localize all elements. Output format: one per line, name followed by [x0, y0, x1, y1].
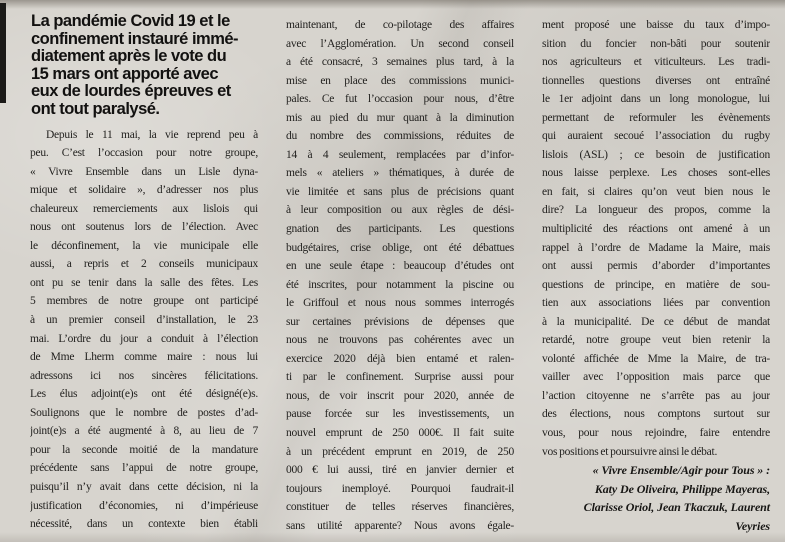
text-line: maintenant, de co-pilotage des affaires	[286, 19, 514, 31]
text-line: pause forcée sur les investissements, un	[286, 408, 514, 421]
text-line: permettant de reformuler les évènements	[542, 111, 770, 124]
text-line: pour la seconde moitié de la mandature	[30, 443, 258, 456]
text-line: Depuis le 11 mai, la vie reprend peu à	[46, 128, 258, 141]
text-line: a été consacré, 3 semaines plus tard, à la	[286, 56, 514, 69]
text-line: le 1er adjoint dans un long monologue, lui	[542, 93, 770, 106]
text-line: ont tout paralysé.	[31, 99, 160, 118]
text-line: des élections, nous comptons surtout sur	[542, 408, 770, 421]
text-line: lislois (ASL) ; ce besoin de justification	[542, 148, 770, 161]
text-line: nous, de voir inscrit pour 2020, année de	[286, 389, 514, 402]
column-2	[286, 0, 514, 542]
text-line: gnation des participants. Les questions	[286, 223, 514, 236]
text-line: volonté affichée de Mme la Maire, de tra-	[542, 352, 770, 365]
text-line: « Vivre Ensemble dans un Lisle dyna-	[30, 165, 258, 178]
text-line: ment proposé une baisse du taux d’impo-	[542, 19, 770, 31]
text-line: nos agriculteurs et viticulteurs. Les tradi-	[542, 56, 770, 69]
text-line: Les élus adjoint(e)s ont été désigné(e)s.	[30, 388, 258, 401]
text-line: vailler avec l’opposition mais parce que	[542, 371, 770, 384]
text-line: aussi, a repris et 2 conseils municipaux	[30, 258, 258, 271]
text-line: La pandémie Covid 19 et le	[31, 12, 230, 30]
text-line: adressons ici nos sincères félicitations.	[30, 369, 258, 382]
text-line: à un précédent emprunt en 2019, de 250	[286, 445, 514, 458]
text-line: nécessité, dans un contexte bien établi	[30, 518, 258, 531]
text-line: qui auraient secoué l’association du rugby	[542, 130, 770, 143]
text-line: sur certaines prévisions de dépenses que	[286, 315, 514, 328]
signature-block	[542, 461, 770, 535]
text-line: 000 € lui aussi, tiré en janvier dernier et	[286, 464, 514, 477]
column-2-text	[286, 0, 514, 535]
text-line: à leur composition ou aux règles de dési-	[286, 204, 514, 217]
text-line: retardé, notre groupe veut bien retenir la	[542, 334, 770, 347]
text-line: nous ne trouvons pas cohérentes avec un	[286, 334, 514, 347]
text-line: mels « ateliers » thématiques, à durée de	[286, 167, 514, 180]
text-line: mis au pied du mur quant à la diminution	[286, 111, 514, 124]
scan-artifact-bar	[0, 3, 6, 103]
text-line: dire? La longueur des propos, comme la	[542, 204, 770, 217]
text-line: pales. Ce fut l’occasion pour nous, d’être	[286, 93, 514, 106]
text-line: budgétaires, crise oblige, ont été débattues	[286, 241, 514, 254]
text-line: vous, pour nous rejoindre, faire entendre	[542, 427, 770, 440]
text-line: Clarisse Oriol, Jean Tkaczuk, Laurent	[583, 500, 770, 515]
text-line: « Vivre Ensemble/Agir pour Tous » :	[592, 463, 770, 478]
text-line: constituer de telles réserves financières,	[286, 501, 514, 514]
text-line: vos positions et poursuivre ainsi le débat.	[542, 445, 718, 458]
text-line: vie limitée et sans plus de précisions quant	[286, 185, 514, 198]
text-line: ont pu se tenir dans la salle des fêtes. Les	[30, 276, 258, 289]
text-line: le Griffoul et nous nous sommes interrogés	[286, 297, 514, 310]
text-line: ti par le confinement. Surprise aussi pour	[286, 371, 514, 384]
text-line: peu. C’est l’occasion pour notre groupe,	[30, 147, 258, 160]
text-line: tien aux associations liées par convention	[542, 297, 770, 310]
text-line: joint(e)s a été augmenté à 8, au lieu de 7	[30, 425, 258, 438]
text-line: 14 à 4 seulement, remplacées par d’infor-	[286, 148, 514, 161]
text-line: nous ont soutenus lors de l’élection. Avec	[30, 221, 258, 234]
text-line: 5 membres de notre groupe ont participé	[30, 295, 258, 308]
article-columns	[30, 0, 770, 542]
text-line: confinement instauré immé-	[31, 29, 239, 48]
text-line: sition du foncier non-bâti pour soutenir	[542, 37, 770, 50]
text-line: sans utilité apparente? Nous avons égale-	[286, 519, 514, 532]
text-line: du nombre des commissions, réduites de	[286, 130, 514, 143]
text-line: rappel à l’ordre de Madame la Maire, mais	[542, 241, 770, 254]
column-1	[30, 0, 258, 542]
text-line: eux de lourdes épreuves et	[31, 82, 231, 101]
text-line: toujours inemployé. Pourquoi faudrait-il	[286, 482, 514, 495]
text-line: de Mme Lherm comme maire : nous lui	[30, 351, 258, 364]
text-line: nouvel emprunt de 250 000€. Il fait suite	[286, 427, 514, 440]
text-line: questions de principe, en matière de sou-	[542, 278, 770, 291]
text-line: chaleureux remerciements aux lislois qui	[30, 202, 258, 215]
text-line: le déconfinement, la vie municipale elle	[30, 239, 258, 252]
text-line: puisqu’il n’y avait dans cette décision, ni la	[30, 480, 258, 493]
text-line: exercice 2020 déjà bien entamé et ralen-	[286, 352, 514, 365]
text-line: Soulignons que le nombre de postes d’ad-	[30, 406, 258, 419]
text-line: à la municipalité. De ce début de mandat	[542, 315, 770, 328]
text-line: mique et solidaire », d’adresser nos plus	[30, 184, 258, 197]
text-line: ont aussi permis d’aborder d’importantes	[542, 260, 770, 273]
text-line: nous laisse perplexe. Les choses sont-elles	[542, 167, 770, 180]
text-line: précédente sans l’appui de notre groupe,	[30, 462, 258, 475]
text-line: l’action citoyenne ne s’arrête pas au jour	[542, 389, 770, 402]
column-3-text	[542, 0, 770, 461]
article-headline	[31, 13, 258, 119]
text-line: avec l’Agglomération. Un second conseil	[286, 37, 514, 50]
text-line: mise en place des commissions munici-	[286, 74, 514, 87]
column-3	[542, 0, 770, 542]
text-line: Veyries	[735, 518, 770, 533]
text-line: justification d’économies, ni d’impérieuse	[30, 499, 258, 512]
column-1-text	[30, 126, 258, 534]
text-line: tionnelles questions diverses ont entraîné	[542, 74, 770, 87]
text-line: Katy De Oliveira, Philippe Mayeras,	[594, 481, 770, 496]
text-line: à un premier conseil d’installation, le 23	[30, 314, 258, 327]
text-line: été inscrites, pour notamment la piscine ou	[286, 278, 514, 291]
text-line: mai. L’ordre du jour a conduit à l’élection	[30, 332, 258, 345]
text-line: en une seule étape : beaucoup d’études ont	[286, 260, 514, 273]
text-line: 15 mars ont apporté avec	[31, 64, 218, 83]
text-line: en fait, si claires qu’on veut bien nous le	[542, 185, 770, 198]
text-line: multiplicité des réactions ont amené à un	[542, 223, 770, 236]
text-line: diatement après le vote du	[31, 47, 227, 66]
